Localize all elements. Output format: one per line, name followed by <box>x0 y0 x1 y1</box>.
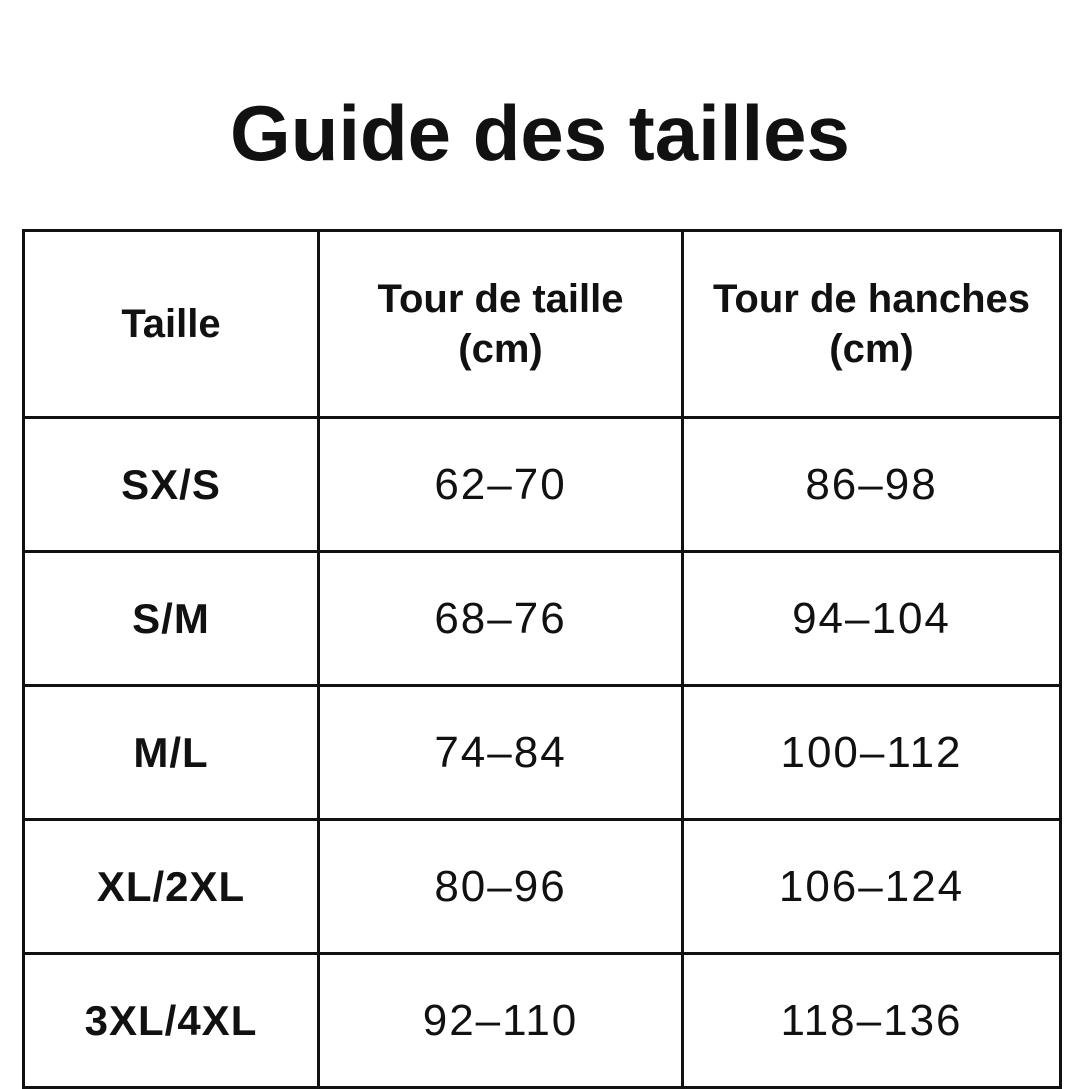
header-hips <box>683 231 1061 418</box>
hips-cell: 86–98 <box>683 418 1061 552</box>
waist-cell: 74–84 <box>319 686 683 820</box>
header-size-label: Taille <box>121 302 221 346</box>
waist-cell: 68–76 <box>319 552 683 686</box>
header-size <box>24 231 319 418</box>
size-chart-table <box>22 229 1062 1089</box>
waist-cell: 80–96 <box>319 820 683 954</box>
table-header-row <box>24 231 1061 418</box>
table-row <box>24 552 1061 686</box>
table-row <box>24 954 1061 1088</box>
size-cell: M/L <box>24 686 319 820</box>
header-hips-label: Tour de hanches (cm) <box>712 277 1031 371</box>
size-cell: 3XL/4XL <box>24 954 319 1088</box>
table-row <box>24 820 1061 954</box>
hips-cell: 100–112 <box>683 686 1061 820</box>
hips-cell: 106–124 <box>683 820 1061 954</box>
size-cell: S/M <box>24 552 319 686</box>
hips-cell: 118–136 <box>683 954 1061 1088</box>
size-cell: XL/2XL <box>24 820 319 954</box>
size-cell: SX/S <box>24 418 319 552</box>
hips-cell: 94–104 <box>683 552 1061 686</box>
page-title: Guide des tailles <box>230 89 850 177</box>
waist-cell: 92–110 <box>319 954 683 1088</box>
table-row <box>24 686 1061 820</box>
table-row <box>24 418 1061 552</box>
header-waist <box>319 231 683 418</box>
waist-cell: 62–70 <box>319 418 683 552</box>
header-waist-label: Tour de taille (cm) <box>377 277 624 371</box>
